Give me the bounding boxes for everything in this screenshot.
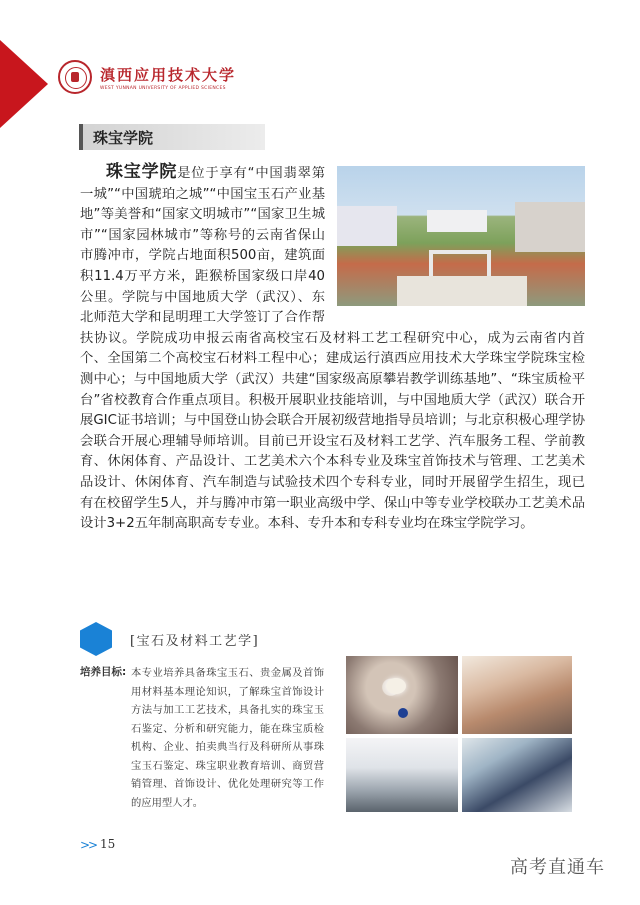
university-name: 滇西应用技术大学 — [100, 65, 237, 84]
jewelry-photo — [346, 656, 458, 734]
intro-body: 是位于享有“中国翡翠第一城”“中国琥珀之城”“中国宝玉石产业基地”等美誉和“国家文明城市”“国家卫生城市”“国家园林城市”等称号的云南省保山市腾冲市，学院占地面积500亩，建筑面积11.4万平方米，距猴桥国家级口岸40公里。学院与中国地质大学（武汉）、东北师范大学和昆明理工大学签订了合作帮扶协议。学院成功申报云南省高校宝石及材料工艺工程研究中心，成为云南省内首个、全国第二个高校宝石材料工程中心；建成运行滇西应用技术大学珠宝学院珠宝检测中心；与中国地质大学（武汉）共建“国家级高原攀岩教学训练基地”、“珠宝质检平台”省校教育合作重点项目。积极开展职业技能培训，与中国地质大学（武汉）联合开展GIC证书培训；与中国登山协会联合开展初级营地指导员培训；与北京积极心理学协会联合开展心理辅导师培训。目前已开设宝石及材料工艺学、汽车服务工程、学前教育、休闲体育、产品设计、工艺美术六个本科专业及珠宝首饰技术与管理、工艺美术品设计、休闲体育、汽车制造与试验技术四个专科专业，同时开展留学生招生，现已有在校留学生5人，并与腾冲市第一职业高级中学、保山中等专业学校联办工艺美术品设计3+2五年制高职高专专业。本科、专升本和专科专业均在珠宝学院学习。 — [80, 166, 585, 532]
goal-text: 本专业培养具备珠宝玉石、贵金属及首饰用材料基本理论知识，了解珠宝首饰设计方法与加工工艺技术，具备扎实的珠宝玉石鉴定、分析和研究能力，能在珠宝质检机构、企业、拍卖典当行及科研所从事珠宝玉石鉴定、珠宝职业教育培训、商贸营销管理、首饰设计、优化处理研究等工作的应用型人才。 — [131, 667, 324, 809]
section-header — [79, 124, 265, 150]
lab-photo — [462, 738, 572, 812]
classroom-photo — [346, 738, 458, 812]
hexagon-icon — [80, 622, 112, 656]
major-title: [宝石及材料工艺学] — [130, 634, 260, 649]
university-logo — [58, 60, 236, 94]
goal-label: 培养目标: — [80, 666, 127, 678]
page-number: 15 — [100, 837, 116, 851]
corner-decoration — [0, 40, 48, 128]
intro-paragraph — [80, 162, 585, 535]
intro-lead: 珠宝学院 — [106, 162, 178, 182]
campus-photo — [337, 166, 585, 306]
section-title: 珠宝学院 — [93, 128, 154, 147]
watermark: 高考直通车 — [510, 857, 605, 878]
page-arrows-icon: >> — [80, 838, 97, 852]
university-name-en: WEST YUNNAN UNIVERSITY OF APPLIED SCIENCES — [100, 85, 226, 91]
university-emblem-icon — [58, 60, 92, 94]
students-photo — [462, 656, 572, 734]
